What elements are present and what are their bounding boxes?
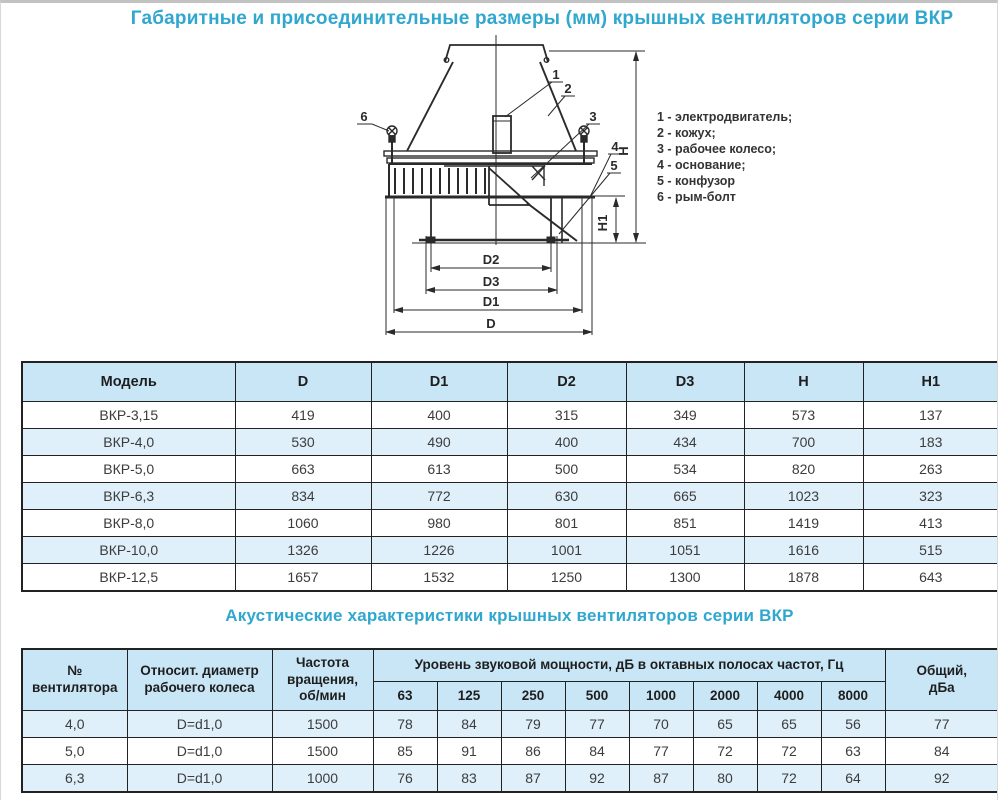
table-cell: 1616	[744, 537, 863, 564]
frequency-column-header: 8000	[821, 682, 885, 711]
table-cell: 72	[757, 765, 821, 793]
table-cell: 80	[693, 765, 757, 793]
table-cell: 84	[885, 738, 998, 765]
table-cell: 64	[821, 765, 885, 793]
dim-column-header: D	[235, 362, 371, 402]
acoustic-header-row-1	[22, 649, 998, 682]
frequency-column-header: 250	[501, 682, 565, 711]
table-cell: 1500	[272, 711, 373, 738]
table-cell: 643	[863, 564, 998, 592]
table-row	[22, 429, 998, 456]
table-cell: 72	[757, 738, 821, 765]
table-row	[22, 456, 998, 483]
table-cell: 665	[626, 483, 744, 510]
callout-5: 5	[610, 158, 618, 173]
table-cell: 70	[629, 711, 693, 738]
table-cell: 56	[821, 711, 885, 738]
table-cell: 4,0	[22, 711, 127, 738]
dim-label-d1: D1	[482, 294, 500, 309]
dim-column-header: H1	[863, 362, 998, 402]
table-cell: 83	[437, 765, 501, 793]
table-cell: 1326	[235, 537, 371, 564]
frequency-column-header: 125	[437, 682, 501, 711]
col-header-sound-power: Уровень звуковой мощности, дБ в октавных полосах частот, Гц	[373, 649, 885, 682]
table-cell: 700	[744, 429, 863, 456]
frequency-column-header: 500	[565, 682, 629, 711]
diagram-legend	[657, 109, 792, 205]
legend-item: 1 - электродвигатель;	[657, 110, 793, 124]
dim-label-h: H	[616, 146, 631, 156]
table-cell: 500	[507, 456, 626, 483]
table-cell: 1419	[744, 510, 863, 537]
col-header-rotation: Частота вращения, об/мин	[272, 649, 373, 711]
table-cell: 400	[371, 402, 507, 429]
table-cell: 77	[885, 711, 998, 738]
table-cell: 630	[507, 483, 626, 510]
table-cell: 91	[437, 738, 501, 765]
table-cell: D=d1,0	[127, 765, 272, 793]
frequency-column-header: 4000	[757, 682, 821, 711]
table-row	[22, 510, 998, 537]
table-cell: 6,3	[22, 765, 127, 793]
table-cell: 1300	[626, 564, 744, 592]
table-cell: 183	[863, 429, 998, 456]
dimensions-table-header-row	[22, 362, 998, 402]
dim-column-header: H	[744, 362, 863, 402]
table-cell: 834	[235, 483, 371, 510]
table-cell: 349	[626, 402, 744, 429]
dim-label-d: D	[486, 316, 496, 331]
table-cell: 530	[235, 429, 371, 456]
page-title: Габаритные и присоединительные размеры (мм) крышных вентиляторов серии ВКР	[130, 8, 954, 29]
table-cell: 86	[501, 738, 565, 765]
table-cell: 663	[235, 456, 371, 483]
table-cell: 419	[235, 402, 371, 429]
legend-item: 3 - рабочее колесо;	[657, 142, 777, 156]
callout-4: 4	[611, 139, 619, 154]
table-cell: 1500	[272, 738, 373, 765]
table-row	[22, 564, 998, 592]
fan-drawing-svg	[349, 31, 659, 349]
frequency-column-header: 2000	[693, 682, 757, 711]
dim-column-header: D3	[626, 362, 744, 402]
col-header-total: Общий, дБа	[885, 649, 998, 711]
table-row	[22, 738, 998, 765]
dim-label-h1: H1	[595, 214, 610, 232]
fan-cowl	[407, 45, 576, 151]
table-cell: ВКР-12,5	[22, 564, 235, 592]
table-cell: 772	[371, 483, 507, 510]
table-cell: ВКР-5,0	[22, 456, 235, 483]
table-cell: ВКР-3,15	[22, 402, 235, 429]
table-cell: 1023	[744, 483, 863, 510]
col-header-fan-no: № вентилятора	[22, 649, 127, 711]
acoustic-section-title: Акустические характеристики крышных вентиляторов серии ВКР	[225, 606, 794, 625]
table-cell: 1060	[235, 510, 371, 537]
table-row	[22, 711, 998, 738]
frequency-column-header: 63	[373, 682, 437, 711]
table-cell: 78	[373, 711, 437, 738]
dim-label-d2: D2	[482, 252, 500, 267]
impeller-section	[444, 166, 577, 243]
dim-column-header: D2	[507, 362, 626, 402]
table-cell: 263	[863, 456, 998, 483]
table-cell: 87	[629, 765, 693, 793]
callout-1: 1	[552, 67, 560, 82]
table-cell: 5,0	[22, 738, 127, 765]
acoustic-table	[21, 648, 998, 793]
table-cell: 92	[565, 765, 629, 793]
callout-3: 3	[589, 109, 597, 124]
dim-column-header: Модель	[22, 362, 235, 402]
table-cell: 1051	[626, 537, 744, 564]
table-cell: 84	[437, 711, 501, 738]
dim-column-header: D1	[371, 362, 507, 402]
col-header-rel-diameter: Относит. диаметр рабочего колеса	[127, 649, 272, 711]
table-cell: 490	[371, 429, 507, 456]
legend-item: 6 - рым-болт	[657, 190, 736, 204]
dim-label-d3: D3	[482, 274, 500, 289]
dimensions-table	[21, 361, 998, 592]
legend-item: 4 - основание;	[657, 158, 746, 172]
table-cell: 1001	[507, 537, 626, 564]
fan-diagram	[349, 31, 659, 349]
table-cell: 980	[371, 510, 507, 537]
table-cell: 65	[757, 711, 821, 738]
table-cell: 72	[693, 738, 757, 765]
table-cell: 1226	[371, 537, 507, 564]
flange-plates	[384, 151, 597, 163]
table-row	[22, 483, 998, 510]
table-cell: 1532	[371, 564, 507, 592]
table-cell: 92	[885, 765, 998, 793]
table-cell: 515	[863, 537, 998, 564]
table-cell: 851	[626, 510, 744, 537]
table-cell: 573	[744, 402, 863, 429]
table-cell: 400	[507, 429, 626, 456]
table-cell: 77	[629, 738, 693, 765]
callout-2: 2	[564, 81, 572, 96]
table-cell: ВКР-10,0	[22, 537, 235, 564]
callout-numbers	[360, 67, 619, 173]
legend-item: 2 - кожух;	[657, 126, 716, 140]
table-cell: ВКР-4,0	[22, 429, 235, 456]
table-cell: 323	[863, 483, 998, 510]
table-cell: 77	[565, 711, 629, 738]
table-cell: 85	[373, 738, 437, 765]
table-cell: 315	[507, 402, 626, 429]
table-cell: 63	[821, 738, 885, 765]
table-cell: D=d1,0	[127, 711, 272, 738]
table-cell: 65	[693, 711, 757, 738]
table-cell: 613	[371, 456, 507, 483]
table-cell: 1250	[507, 564, 626, 592]
table-cell: D=d1,0	[127, 738, 272, 765]
table-cell: 76	[373, 765, 437, 793]
table-cell: 534	[626, 456, 744, 483]
table-cell: 434	[626, 429, 744, 456]
table-cell: 79	[501, 711, 565, 738]
table-cell: 801	[507, 510, 626, 537]
table-cell: 84	[565, 738, 629, 765]
table-cell: 87	[501, 765, 565, 793]
table-cell: ВКР-6,3	[22, 483, 235, 510]
legend-item: 5 - конфузор	[657, 174, 736, 188]
table-cell: 137	[863, 402, 998, 429]
table-row	[22, 402, 998, 429]
table-row	[22, 537, 998, 564]
table-cell: 413	[863, 510, 998, 537]
frequency-column-header: 1000	[629, 682, 693, 711]
table-cell: 1878	[744, 564, 863, 592]
table-row	[22, 765, 998, 793]
table-cell: 820	[744, 456, 863, 483]
table-cell: 1000	[272, 765, 373, 793]
table-cell: ВКР-8,0	[22, 510, 235, 537]
callout-6: 6	[360, 109, 368, 124]
table-cell: 1657	[235, 564, 371, 592]
